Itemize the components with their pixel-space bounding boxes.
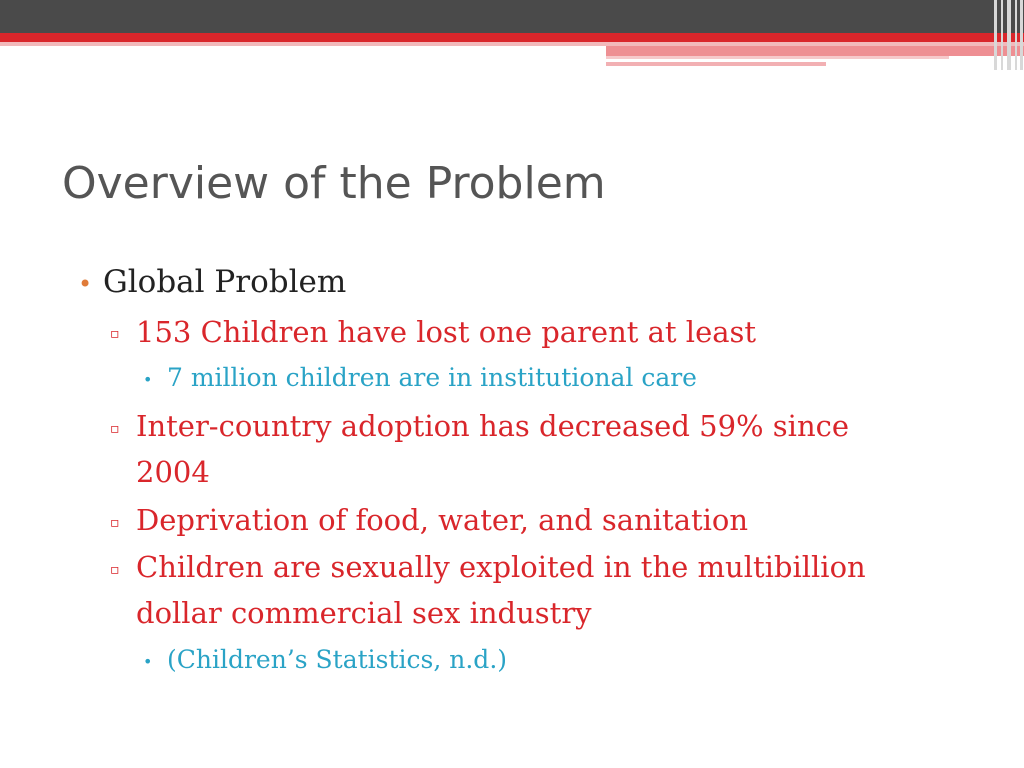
bullet-exploited-line2: dollar commercial sex industry xyxy=(136,596,592,630)
bullet-adoption-line1: Inter-country adoption has decreased 59% since xyxy=(136,409,850,443)
bullet-lost-parent: 153 Children have lost one parent at least xyxy=(136,315,757,349)
bullet-small-dot-icon: • xyxy=(143,370,153,389)
bullet-adoption-line2: 2004 xyxy=(136,455,210,489)
bullet-exploited-line1: Children are sexually exploited in the multibillion xyxy=(136,550,866,584)
bullet-square-icon: ▫ xyxy=(110,562,120,578)
bullet-institutional-care: 7 million children are in institutional care xyxy=(167,363,697,392)
bullet-square-icon: ▫ xyxy=(110,421,120,437)
bullet-dot-icon: • xyxy=(78,270,93,298)
bullet-small-dot-icon: • xyxy=(143,652,153,671)
bullet-citation: (Children’s Statistics, n.d.) xyxy=(167,645,508,674)
bullet-deprivation: Deprivation of food, water, and sanitation xyxy=(136,503,749,537)
bullet-square-icon: ▫ xyxy=(110,515,120,531)
bullet-square-icon: ▫ xyxy=(110,326,120,342)
bullet-global-problem: Global Problem xyxy=(103,264,347,300)
slide-title: Overview of the Problem xyxy=(62,158,606,209)
